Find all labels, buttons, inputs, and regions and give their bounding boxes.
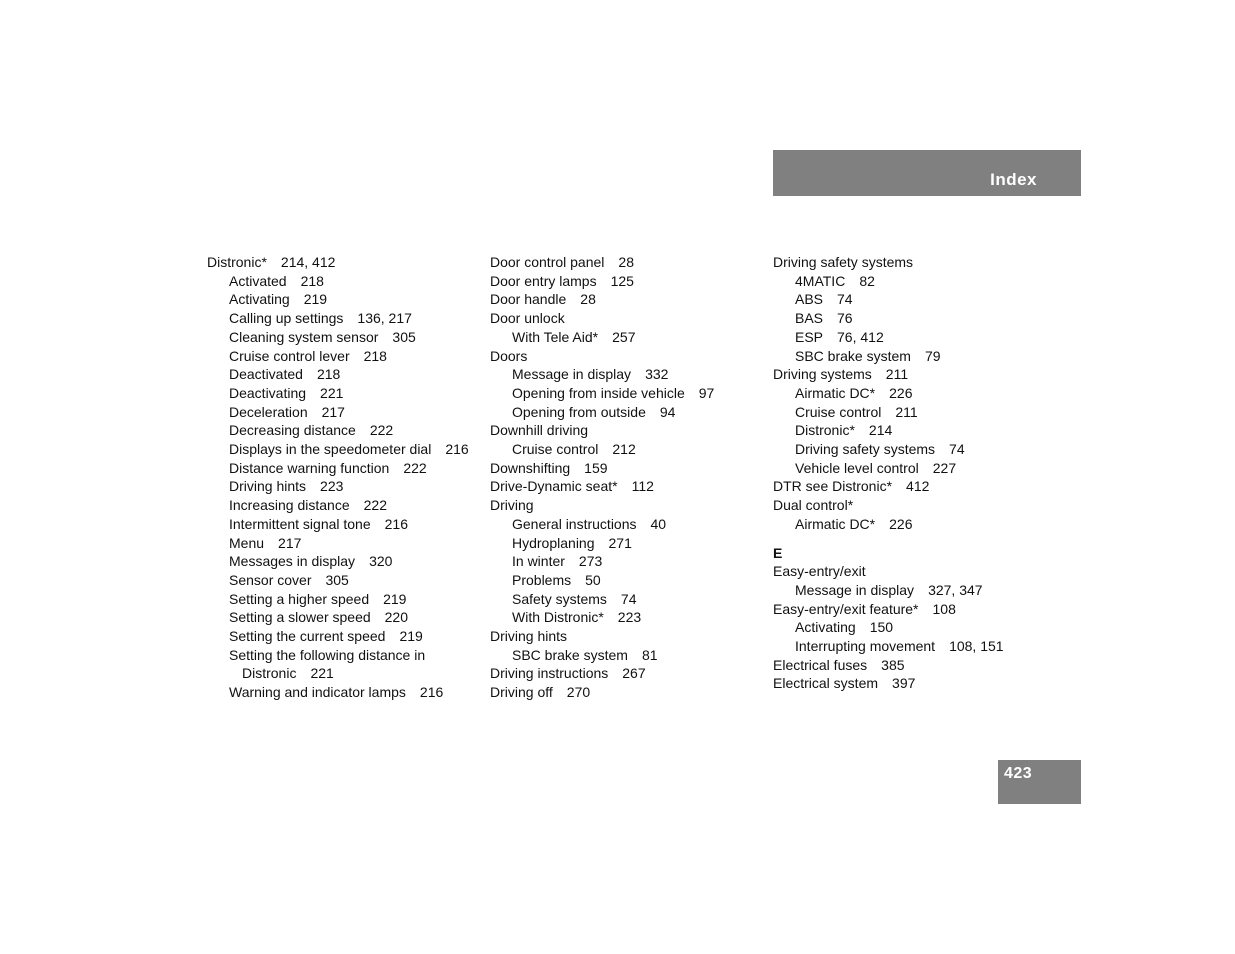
index-term: In winter xyxy=(512,553,565,570)
index-entry xyxy=(490,309,760,328)
index-term: Deactivating xyxy=(229,384,307,401)
index-entry xyxy=(490,646,760,665)
index-term: Decreasing distance xyxy=(229,422,356,439)
index-entry xyxy=(773,328,1053,347)
index-term: Distronic xyxy=(242,665,297,682)
index-page-ref: 216 xyxy=(384,515,408,532)
index-page-ref: 50 xyxy=(585,571,601,588)
page-number: 423 xyxy=(1004,765,1033,782)
index-term: Airmatic DC* xyxy=(795,384,876,401)
index-page-ref: 40 xyxy=(650,515,667,532)
index-entry xyxy=(207,309,482,328)
index-term: Intermittent signal tone xyxy=(229,515,371,532)
index-term: DTR see Distronic* xyxy=(773,478,893,495)
index-page-ref: 332 xyxy=(645,366,669,383)
index-term: Menu xyxy=(229,534,265,551)
index-term: Door control panel xyxy=(490,254,605,270)
index-term: SBC brake system xyxy=(512,646,628,663)
index-page-ref: 397 xyxy=(892,675,916,692)
index-entry xyxy=(773,562,1053,581)
index-term: Driving hints xyxy=(229,478,307,495)
index-entry xyxy=(490,272,760,291)
index-term: Cleaning system sensor xyxy=(229,328,379,345)
index-page-ref: 305 xyxy=(392,328,416,345)
index-page-ref: 219 xyxy=(399,628,423,645)
index-page-ref: 218 xyxy=(363,347,387,364)
index-page-ref: 74 xyxy=(949,441,965,458)
index-page-ref: 216 xyxy=(445,441,469,458)
index-page-ref: 97 xyxy=(698,384,715,401)
index-entry xyxy=(207,421,482,440)
index-entry xyxy=(207,347,482,366)
index-entry xyxy=(773,581,1053,600)
index-entry xyxy=(490,328,760,347)
index-term: With Distronic* xyxy=(512,609,604,626)
index-entry xyxy=(207,365,482,384)
index-entry xyxy=(207,664,482,683)
index-term: General instructions xyxy=(512,515,637,532)
section-title: Index xyxy=(990,170,1037,189)
index-term: Opening from outside xyxy=(512,403,646,420)
section-header-bar xyxy=(773,150,1081,196)
index-entry xyxy=(490,421,760,440)
index-term: Sensor cover xyxy=(229,571,312,588)
index-term: Electrical fuses xyxy=(773,656,868,673)
index-term: Cruise control xyxy=(795,403,882,420)
index-term: Setting the current speed xyxy=(229,628,386,645)
index-entry xyxy=(207,515,482,534)
index-term: Setting a slower speed xyxy=(229,609,371,626)
index-entry xyxy=(773,290,1053,309)
index-page-ref: 125 xyxy=(610,272,634,289)
index-page-ref: 28 xyxy=(618,254,634,270)
index-term: Easy-entry/exit xyxy=(773,563,866,580)
index-page-ref: 270 xyxy=(566,684,591,701)
index-entry xyxy=(207,477,482,496)
index-term: SBC brake system xyxy=(795,347,911,364)
index-entry xyxy=(490,664,760,683)
index-term: 4MATIC xyxy=(795,272,846,289)
index-page-ref: 222 xyxy=(403,459,427,476)
index-entry xyxy=(207,608,482,627)
index-term: Distronic* xyxy=(207,254,267,270)
index-term: Opening from inside vehicle xyxy=(512,384,685,401)
index-entry xyxy=(773,618,1053,637)
index-page-ref: 223 xyxy=(320,478,344,495)
index-term: ABS xyxy=(795,291,824,308)
index-term: Message in display xyxy=(795,581,915,598)
index-entry xyxy=(207,253,482,272)
index-page-ref: 226 xyxy=(889,384,913,401)
index-entry xyxy=(490,253,760,272)
index-column-3 xyxy=(773,253,1053,693)
index-entry xyxy=(773,309,1053,328)
index-entry xyxy=(773,421,1053,440)
index-page-ref: 219 xyxy=(383,590,407,607)
index-entry xyxy=(490,403,760,422)
index-entry xyxy=(207,590,482,609)
index-entry xyxy=(207,290,482,309)
index-page-ref: 212 xyxy=(612,441,636,458)
index-page-ref: 211 xyxy=(885,366,909,383)
index-entry xyxy=(207,646,482,665)
page-number-box xyxy=(998,760,1081,804)
index-term: Setting the following distance in xyxy=(229,646,426,663)
index-entry xyxy=(773,365,1053,384)
index-page-ref: 159 xyxy=(584,459,608,476)
index-page-ref: 412 xyxy=(906,478,930,495)
index-page-ref: 223 xyxy=(617,609,642,626)
index-entry xyxy=(490,496,760,515)
index-entry xyxy=(490,384,760,403)
index-entry xyxy=(207,459,482,478)
index-page-ref: 217 xyxy=(278,534,302,551)
index-page-ref: 150 xyxy=(869,619,894,636)
index-entry xyxy=(773,656,1053,675)
index-entry xyxy=(207,683,482,702)
index-page-ref: 217 xyxy=(321,403,345,420)
index-term: Driving instructions xyxy=(490,665,609,682)
index-term: Distance warning function xyxy=(229,459,390,476)
index-entry xyxy=(207,403,482,422)
index-term: Driving systems xyxy=(773,366,872,383)
index-page-ref: 320 xyxy=(369,553,393,570)
index-term: Driving safety systems xyxy=(795,441,936,458)
index-letter-heading xyxy=(773,544,1053,563)
index-page-ref: 273 xyxy=(578,553,603,570)
index-term: Warning and indicator lamps xyxy=(229,684,406,701)
index-entry xyxy=(207,627,482,646)
index-page-ref: 220 xyxy=(384,609,408,626)
index-entry xyxy=(207,384,482,403)
index-term: Vehicle level control xyxy=(795,459,919,476)
index-entry xyxy=(490,552,760,571)
index-term: Driving xyxy=(490,497,534,514)
index-term: BAS xyxy=(795,310,824,327)
index-term: Cruise control xyxy=(512,441,599,458)
index-page-ref: 305 xyxy=(325,571,349,588)
index-page-ref: 211 xyxy=(895,403,918,420)
index-entry xyxy=(773,347,1053,366)
index-entry xyxy=(773,600,1053,619)
index-page-ref: 216 xyxy=(419,684,444,701)
index-term: Deceleration xyxy=(229,403,308,420)
index-entry xyxy=(207,496,482,515)
index-entry xyxy=(207,328,482,347)
index-entry xyxy=(490,515,760,534)
index-term: Calling up settings xyxy=(229,310,344,327)
index-term: Door unlock xyxy=(490,310,565,327)
index-term: With Tele Aid* xyxy=(512,328,599,345)
index-entry xyxy=(773,272,1053,291)
index-page-ref: 82 xyxy=(859,272,875,289)
index-page-ref: 226 xyxy=(889,515,913,532)
index-page-ref: 221 xyxy=(320,384,344,401)
index-term: Downshifting xyxy=(490,459,571,476)
index-page-ref: 28 xyxy=(580,291,596,308)
index-term: Airmatic DC* xyxy=(795,515,876,532)
index-entry xyxy=(490,290,760,309)
index-entry xyxy=(773,384,1053,403)
index-page-ref: 327, 347 xyxy=(928,581,983,598)
index-page-ref: 214 xyxy=(868,422,893,439)
index-entry xyxy=(490,571,760,590)
index-page-ref: 222 xyxy=(363,497,387,514)
index-term: Doors xyxy=(490,347,528,364)
index-page-ref: 108, 151 xyxy=(949,638,1004,655)
index-entry xyxy=(490,440,760,459)
index-term: Driving off xyxy=(490,684,553,701)
index-term: Safety systems xyxy=(512,590,607,607)
index-page-ref: 218 xyxy=(300,272,324,289)
index-term: Problems xyxy=(512,571,572,588)
index-term: Interrupting movement xyxy=(795,638,936,655)
index-page-ref: 94 xyxy=(659,403,676,420)
index-entry xyxy=(207,440,482,459)
index-term: Deactivated xyxy=(229,366,303,383)
index-term: Easy-entry/exit feature* xyxy=(773,600,919,617)
index-term: Door handle xyxy=(490,291,567,308)
index-term: Driving safety systems xyxy=(773,254,914,270)
index-entry xyxy=(773,515,1053,534)
index-entry xyxy=(207,534,482,553)
index-term: Dual control* xyxy=(773,497,854,514)
index-page-ref: 79 xyxy=(924,347,941,364)
index-column-1 xyxy=(207,253,482,702)
index-entry xyxy=(773,459,1053,478)
index-page-ref: 267 xyxy=(622,665,646,682)
index-term: E xyxy=(773,544,783,561)
index-entry xyxy=(773,637,1053,656)
index-page-ref: 108 xyxy=(932,600,956,617)
index-entry xyxy=(773,496,1053,515)
index-term: Electrical system xyxy=(773,675,879,692)
index-term: Downhill driving xyxy=(490,422,589,439)
index-term: Hydroplaning xyxy=(512,534,595,551)
index-term: Setting a higher speed xyxy=(229,590,370,607)
index-entry xyxy=(490,459,760,478)
index-page-ref: 112 xyxy=(631,478,654,495)
index-entry xyxy=(490,590,760,609)
index-term: Activating xyxy=(795,619,856,636)
index-term: Message in display xyxy=(512,366,632,383)
index-term: Activating xyxy=(229,291,290,308)
index-entry xyxy=(490,534,760,553)
index-entry xyxy=(773,403,1053,422)
index-page-ref: 214, 412 xyxy=(280,254,336,270)
index-term: ESP xyxy=(795,328,824,345)
index-page-ref: 76, 412 xyxy=(837,328,884,345)
index-page-ref: 385 xyxy=(881,656,905,673)
index-term: Increasing distance xyxy=(229,497,350,514)
index-entry xyxy=(773,440,1053,459)
index-entry xyxy=(773,674,1053,693)
index-term: Driving hints xyxy=(490,628,568,645)
index-entry xyxy=(207,571,482,590)
index-term: Drive-Dynamic seat* xyxy=(490,478,618,495)
index-term: Door entry lamps xyxy=(490,272,597,289)
index-entry xyxy=(773,253,1053,272)
index-page-ref: 227 xyxy=(932,459,957,476)
index-page-ref: 74 xyxy=(837,291,853,308)
index-entry xyxy=(207,272,482,291)
index-page-ref: 221 xyxy=(310,665,334,682)
index-page-ref: 271 xyxy=(608,534,632,551)
index-entry xyxy=(490,477,760,496)
index-page-ref: 81 xyxy=(641,646,658,663)
index-term: Messages in display xyxy=(229,553,356,570)
index-term: Displays in the speedometer dial xyxy=(229,441,432,458)
index-entry xyxy=(490,627,760,646)
index-entry xyxy=(773,477,1053,496)
index-term: Activated xyxy=(229,272,287,289)
index-page-ref: 222 xyxy=(369,422,394,439)
index-term: Cruise control lever xyxy=(229,347,350,364)
index-page-ref: 136, 217 xyxy=(357,310,412,327)
index-column-2 xyxy=(490,253,760,702)
index-term: Distronic* xyxy=(795,422,855,439)
index-entry xyxy=(490,683,760,702)
index-page-ref: 74 xyxy=(620,590,637,607)
index-entry xyxy=(490,347,760,366)
index-page-ref: 219 xyxy=(303,291,328,308)
index-entry xyxy=(490,365,760,384)
index-page-ref: 76 xyxy=(837,310,853,327)
index-entry xyxy=(490,608,760,627)
index-page-ref: 218 xyxy=(316,366,341,383)
index-page-ref: 257 xyxy=(612,328,636,345)
index-entry xyxy=(207,552,482,571)
